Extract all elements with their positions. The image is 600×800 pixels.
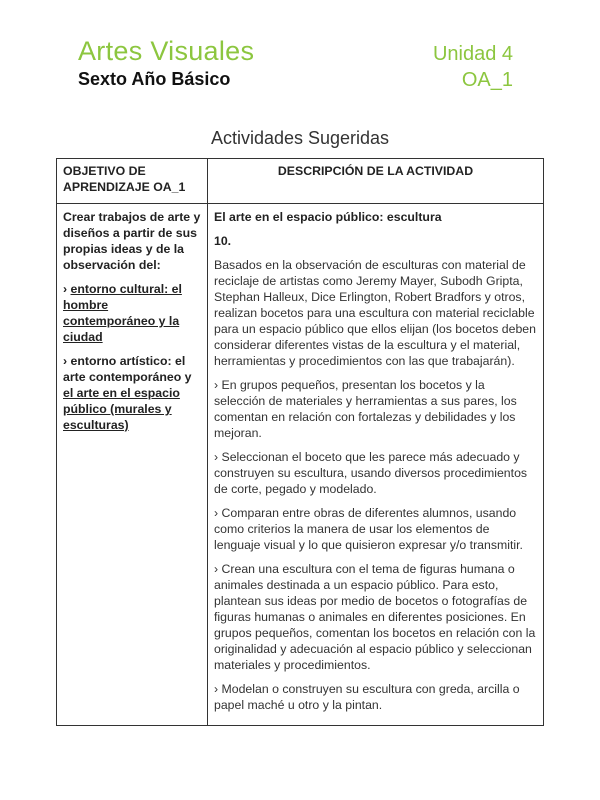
objective-item-text: entorno cultural: el hombre contemporáneo y la ciudad [63, 282, 182, 344]
objective-cell [57, 204, 208, 726]
unit-label: Unidad 4 [432, 43, 513, 65]
objective-item-text: el arte en el espacio público (murales y esculturas) [63, 386, 180, 432]
header-description: DESCRIPCIÓN DE LA ACTIVIDAD [208, 159, 544, 204]
table-row [57, 204, 544, 726]
subject-title: Artes Visuales [78, 36, 255, 66]
activity-paragraph: › Modelan o construyen su escultura con greda, arcilla o papel maché u otro y la pintan. [214, 682, 520, 712]
objective-item-prefix: › entorno artístico: el arte contemporáneo y [63, 354, 192, 384]
objective-item-artistic [63, 353, 201, 433]
activity-title: El arte en el espacio público: escultura [214, 210, 442, 224]
activity-paragraph: › En grupos pequeños, presentan los bocetos y la selección de materiales y herramientas a sus pares, los comentan en relación con fortalezas y debilidades y los mejoran. [214, 378, 517, 440]
table-header-row [57, 159, 544, 204]
grade-label: Sexto Año Básico [78, 69, 231, 89]
activity-paragraph: › Seleccionan el boceto que les parece más adecuado y construyen su escultura, usando diversos procedimientos de corte, pegado y modelado. [214, 450, 528, 496]
activities-table [56, 158, 544, 726]
section-title: Actividades Sugeridas [210, 128, 390, 148]
activity-paragraph: › Crean una escultura con el tema de figuras humana o animales destinada a un espacio público. Para esto, plantean sus ideas por medio de bocetos o fotografías de figuras humanas o animales en diferentes posiciones. En grupos pequeños, comentan los bocetos en relación con la originalidad y adecuación al espacio público y seleccionan materiales y procedimientos. [214, 562, 536, 672]
objective-main: Crear trabajos de arte y diseños a partir de sus propias ideas y de la observación del: [63, 210, 201, 272]
objective-item-cultural [63, 281, 201, 345]
activity-paragraph: › Comparan entre obras de diferentes alumnos, usando como criterios la manera de usar los elementos de lenguaje visual y lo que quisieron expresar y/o transmitir. [214, 506, 523, 552]
activity-paragraph: Basados en la observación de esculturas con material de reciclaje de artistas como Jeremy Mayer, Subodh Gripta, Stephan Halleux, Dice Erlington, Robert Bradfors y otros, realizan bocetos para una escultura con material reciclable para un espacio público que ellos elijan (los bocetos deben considerar diferentes vistas de la escultura y el material, herramientas y procedimientos con las que trabajarán). [214, 258, 536, 368]
activity-cell [208, 204, 544, 726]
activity-number: 10. [214, 234, 232, 248]
objective-item-prefix: › [63, 282, 71, 296]
header-objective: OBJETIVO DE APRENDIZAJE OA_1 [57, 159, 208, 204]
oa-label: OA_1 [461, 69, 513, 91]
